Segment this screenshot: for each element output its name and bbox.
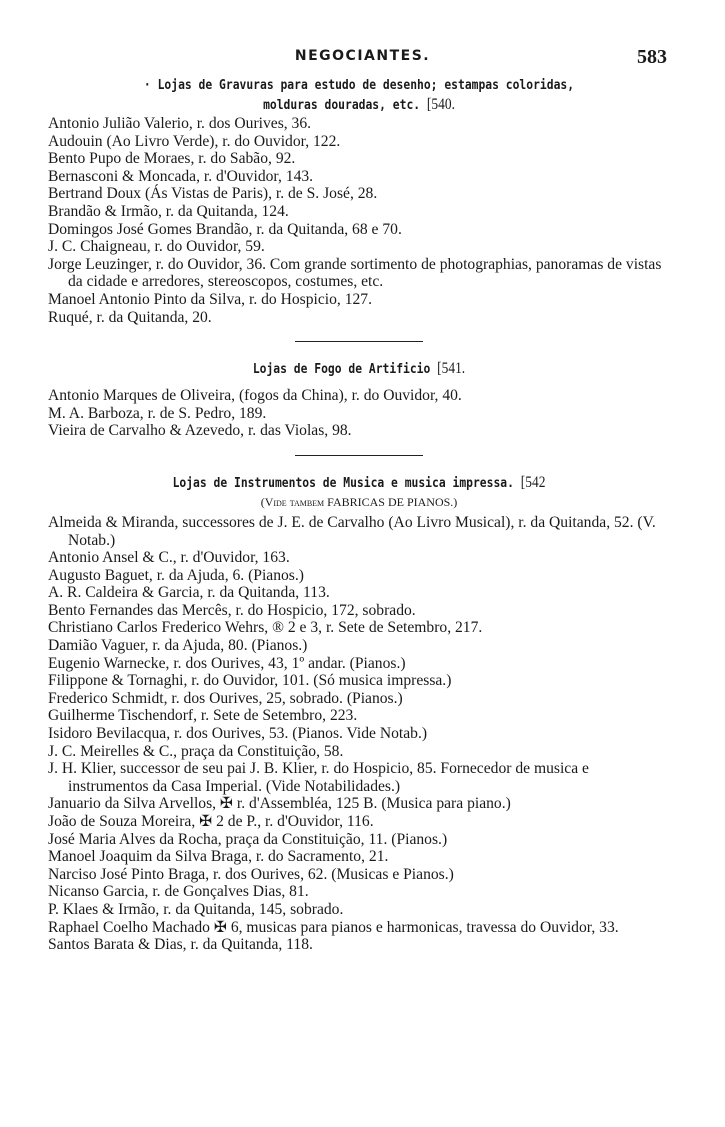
list-item: Manoel Antonio Pinto da Silva, r. do Hospicio, 127. bbox=[48, 290, 372, 308]
running-head bbox=[0, 48, 725, 72]
list-item: J. C. Chaigneau, r. do Ouvidor, 59. bbox=[48, 238, 265, 256]
section-note: (Vide tambem FABRICAS DE PIANOS.) bbox=[260, 494, 458, 509]
list-item: Eugenio Warnecke, r. dos Ourives, 43, 1º andar. (Pianos.) bbox=[48, 654, 406, 672]
section-music-instruments bbox=[48, 473, 670, 954]
list-item: Santos Barata & Dias, r. da Quitanda, 118. bbox=[48, 936, 313, 954]
running-head-title: NEGOCIANTES. bbox=[294, 48, 431, 64]
list-item: Damião Vaguer, r. da Ajuda, 80. (Pianos.) bbox=[48, 637, 308, 655]
list-item: Antonio Ansel & C., r. d'Ouvidor, 163. bbox=[48, 549, 290, 567]
list-item: Domingos José Gomes Brandão, r. da Quitanda, 68 e 70. bbox=[48, 220, 402, 238]
section-title-line2: molduras douradas, etc. bbox=[263, 97, 421, 113]
page-number: 583 bbox=[637, 46, 667, 68]
list-item: Audouin (Ao Livro Verde), r. do Ouvidor, 122. bbox=[48, 132, 341, 150]
list-item: Manoel Joaquim da Silva Braga, r. do Sacramento, 21. bbox=[48, 848, 389, 866]
list-item: P. Klaes & Irmão, r. da Quitanda, 145, sobrado. bbox=[48, 900, 344, 918]
list-item: Almeida & Miranda, successores de J. E. de Carvalho (Ao Livro Musical), r. da Quitanda, 52. (V. Notab.) bbox=[48, 513, 656, 549]
entry-list bbox=[48, 387, 670, 440]
page-content bbox=[48, 76, 670, 954]
list-item: Antonio Marques de Oliveira, (fogos da China), r. do Ouvidor, 40. bbox=[48, 387, 462, 405]
list-item: Brandão & Irmão, r. da Quitanda, 124. bbox=[48, 202, 289, 220]
section-engravings bbox=[48, 76, 670, 326]
list-item: Christiano Carlos Frederico Wehrs, ® 2 e 3, r. Sete de Setembro, 217. bbox=[48, 619, 483, 637]
list-item: Bertrand Doux (Ás Vistas de Paris), r. de S. José, 28. bbox=[48, 185, 378, 203]
entry-list bbox=[48, 115, 670, 326]
list-item: Narciso José Pinto Braga, r. dos Ourives, 62. (Musicas e Pianos.) bbox=[48, 865, 454, 883]
list-item: Nicanso Garcia, r. de Gonçalves Dias, 81. bbox=[48, 883, 309, 901]
list-item: Januario da Silva Arvellos, ✠ r. d'Assembléa, 125 B. (Musica para piano.) bbox=[48, 795, 511, 813]
section-fireworks bbox=[48, 359, 670, 440]
list-item: Bento Fernandes das Mercês, r. do Hospicio, 172, sobrado. bbox=[48, 601, 416, 619]
list-item: J. H. Klier, successor de seu pai J. B. Klier, r. do Hospicio, 85. Fornecedor de musica e instrumentos da Casa Imperial. (Vide Notabilidades.) bbox=[48, 760, 589, 795]
section-divider bbox=[295, 341, 423, 342]
list-item: M. A. Barboza, r. de S. Pedro, 189. bbox=[48, 404, 267, 422]
section-heading bbox=[98, 76, 620, 95]
section-code: [540. bbox=[426, 96, 455, 113]
section-heading bbox=[98, 473, 620, 493]
list-item: Augusto Baguet, r. da Ajuda, 6. (Pianos.) bbox=[48, 566, 304, 584]
section-code: [541. bbox=[437, 360, 466, 378]
list-item: Bernasconi & Moncada, r. d'Ouvidor, 143. bbox=[48, 167, 314, 185]
section-heading bbox=[98, 359, 620, 379]
section-title: Lojas de Instrumentos de Musica e musica impressa. bbox=[172, 474, 514, 491]
list-item: Raphael Coelho Machado ✠ 6, musicas para pianos e harmonicas, travessa do Ouvidor, 33. bbox=[48, 918, 619, 936]
list-item: José Maria Alves da Rocha, praça da Constituição, 11. (Pianos.) bbox=[48, 830, 448, 848]
list-item: Antonio Julião Valerio, r. dos Ourives, 36. bbox=[48, 115, 312, 132]
section-divider bbox=[295, 455, 423, 456]
list-item: Vieira de Carvalho & Azevedo, r. das Violas, 98. bbox=[48, 422, 352, 440]
section-code: [542 bbox=[520, 473, 546, 491]
list-item: Jorge Leuzinger, r. do Ouvidor, 36. Com grande sortimento de photographias, panoramas de vistas da cidade e arredores, stereoscopos, costumes, etc. bbox=[48, 255, 662, 291]
section-title: Lojas de Fogo de Artificio bbox=[252, 361, 431, 378]
section-title-line1: · Lojas de Gravuras para estudo de desenho; estampas coloridas, bbox=[143, 77, 575, 93]
entry-list bbox=[48, 514, 670, 954]
list-item: Bento Pupo de Moraes, r. do Sabão, 92. bbox=[48, 150, 296, 168]
list-item: Ruqué, r. da Quitanda, 20. bbox=[48, 308, 212, 326]
list-item: Frederico Schmidt, r. dos Ourives, 25, sobrado. (Pianos.) bbox=[48, 689, 403, 707]
list-item: Filippone & Tornaghi, r. do Ouvidor, 101. (Só musica impressa.) bbox=[48, 672, 452, 690]
list-item: Guilherme Tischendorf, r. Sete de Setembro, 223. bbox=[48, 707, 358, 725]
list-item: J. C. Meirelles & C., praça da Constituição, 58. bbox=[48, 742, 344, 760]
list-item: Isidoro Bevilacqua, r. dos Ourives, 53. (Pianos. Vide Notab.) bbox=[48, 725, 428, 743]
list-item: João de Souza Moreira, ✠ 2 de P., r. d'Ouvidor, 116. bbox=[48, 813, 374, 830]
section-heading-cont bbox=[98, 95, 620, 115]
list-item: A. R. Caldeira & Garcia, r. da Quitanda, 113. bbox=[48, 584, 330, 602]
